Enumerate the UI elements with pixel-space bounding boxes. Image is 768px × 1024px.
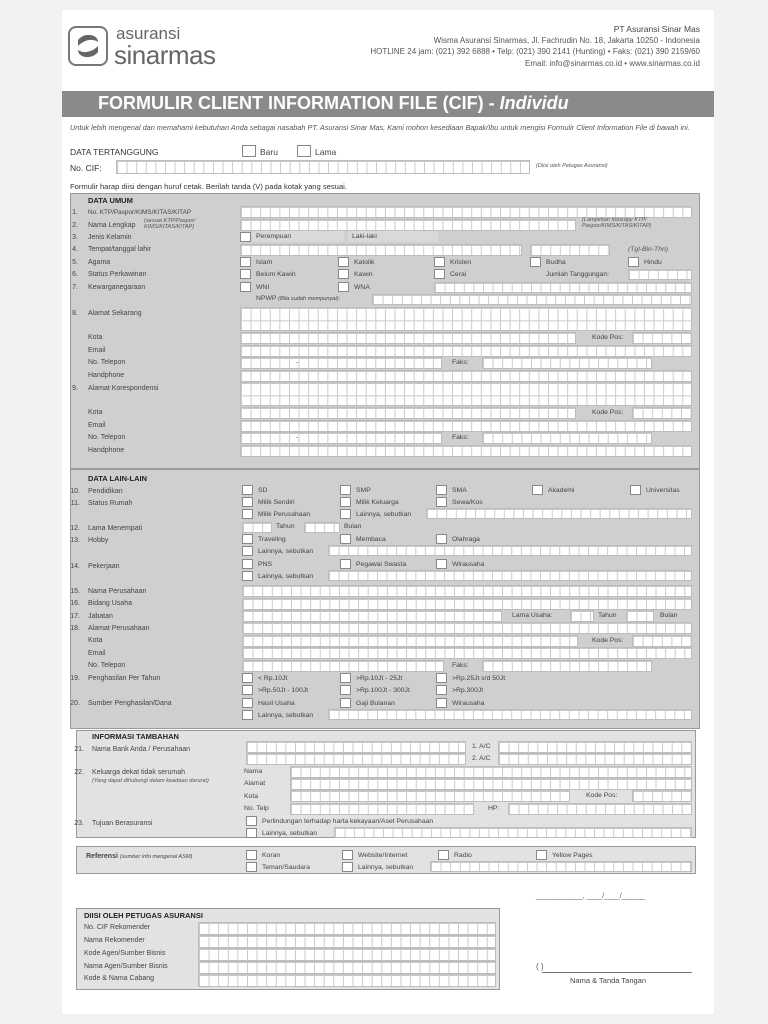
perlindungan-label: Perlindungan terhadap harta kekayaan/Aset Perusahaan [262,818,434,825]
membaca-checkbox[interactable] [340,534,351,544]
penghasilan-1-checkbox[interactable] [242,673,253,683]
referensi-lainnya-label: Lainnya, sebutkan [358,864,414,871]
lama-tahun-label: Tahun [276,523,295,530]
laki-label: Laki-laki [352,233,377,240]
petugas-cabang-field[interactable] [198,974,496,987]
lama-tahun-field[interactable] [242,522,272,533]
ac1-label: 1. A/C [472,743,491,750]
sumber-lainnya-checkbox[interactable] [242,710,253,720]
tgl-lahir-field[interactable] [530,244,610,256]
status-perkawinan-label: Status Perkawinan [88,271,147,278]
email-field[interactable] [240,345,692,357]
referensi-label [86,853,192,860]
npwp-field[interactable] [372,294,692,305]
ac1-field[interactable] [498,741,692,753]
faks2-field[interactable] [482,432,652,444]
row-number: 23. [74,820,84,827]
form-title-main: FORMULIR CLIENT INFORMATION FILE (CIF) - [98,93,500,113]
ttl-note: (Tgl-Bln-Thn) [628,246,669,253]
akademi-checkbox[interactable] [532,485,543,495]
row-number: 13. [70,537,80,544]
membaca-label: Membaca [356,536,386,543]
teman-label: Teman/Saudara [262,864,310,871]
kristen-checkbox[interactable] [434,257,445,267]
olahraga-checkbox[interactable] [436,534,447,544]
no-telepon-label: No. Telepon [88,434,126,441]
faks3-field[interactable] [482,660,652,672]
row-number: 5. [72,259,78,266]
faks-label: Faks: [452,359,469,366]
data-lain-title: DATA LAIN-LAIN [88,474,148,483]
milik-perusahaan-checkbox[interactable] [242,509,253,519]
smp-checkbox[interactable] [340,485,351,495]
lama-label: Lama [315,147,337,157]
wni-label: WNI [256,284,270,291]
tujuan-lainnya-field[interactable] [334,827,692,838]
alamat-korespondensi-field[interactable] [240,382,692,406]
nama-perusahaan-label: Nama Perusahaan [88,588,147,595]
sewa-checkbox[interactable] [436,497,447,507]
ttl-label: Tempat/tanggal lahir [88,246,152,253]
penghasilan-5-label: >Rp.100Jt - 300Jt [356,687,410,694]
row-number: 4. [72,246,78,253]
keluarga-note: (Yang dapat dihubungi dalam keadaan darurat) [92,778,209,784]
alamat-sekarang-field[interactable] [240,307,692,331]
petugas-cabang-label: Kode & Nama Cabang [84,975,155,982]
wirausaha-checkbox[interactable] [436,559,447,569]
nama-lengkap-label: Nama Lengkap [88,222,136,229]
lama-usaha-tahun-label: Tahun [598,612,617,619]
alamat-perusahaan-field[interactable] [242,622,692,634]
cif-number-field[interactable] [116,160,530,174]
kodepos2-label: Kode Pos: [592,409,624,416]
baru-checkbox[interactable] [242,145,256,157]
katolik-label: Katolik [354,259,375,266]
form-title [98,93,569,114]
sma-checkbox[interactable] [436,485,447,495]
pekerjaan-lainnya-label: Lainnya, sebutkan [258,573,314,580]
perempuan-checkbox[interactable] [240,232,251,242]
pekerjaan-lainnya-checkbox[interactable] [242,571,253,581]
referensi-note: (sumber info mengenai ASM) [119,854,193,860]
sumber-dana-label: Sumber Penghasilan/Dana [88,700,172,707]
petugas-title: DIISI OLEH PETUGAS ASURANSI [84,911,203,920]
wirausaha-label: Wirausaha [452,561,485,568]
kel-nama-field[interactable] [290,766,692,778]
kel-hp-field[interactable] [508,803,692,815]
sumber-lainnya-field[interactable] [328,709,692,720]
telepon-field[interactable] [240,357,442,369]
website-checkbox[interactable] [342,850,353,860]
telepon-perusahaan-label: No. Telepon [88,662,126,669]
penghasilan-label: Penghasilan Per Tahun [88,675,161,682]
row-number: 1. [72,209,78,216]
referensi-text: Referensi [86,853,118,860]
row-number: 14. [70,563,80,570]
lama-usaha-bulan-label: Bulan [660,612,678,619]
milik-keluarga-checkbox[interactable] [340,497,351,507]
ac2-label: 2. A/C [472,755,491,762]
lama-bulan-field[interactable] [304,522,340,533]
kota-perusahaan-label: Kota [88,637,103,644]
wni-checkbox[interactable] [240,282,251,292]
cerai-label: Cerai [450,271,467,278]
referensi-lainnya-checkbox[interactable] [342,862,353,872]
row-number: 9. [72,385,78,392]
telepon2-field[interactable] [240,432,442,444]
hobby-label: Hobby [88,537,109,544]
penghasilan-2-label: >Rp.10Jt - 25Jt [356,675,403,682]
kel-telp-field[interactable] [290,803,474,815]
penghasilan-3-label: >Rp.25Jt s/d 50Jt [452,675,506,682]
hindu-checkbox[interactable] [628,257,639,267]
bank2-field[interactable] [246,753,466,765]
email-perusahaan-field[interactable] [242,647,692,659]
pekerjaan-label: Pekerjaan [88,563,120,570]
cerai-checkbox[interactable] [434,269,445,279]
lama-usaha-label: Lama Usaha: [512,612,553,619]
kel-alamat-field[interactable] [290,778,692,790]
universitas-label: Universitas [646,487,680,494]
row-number: 7. [72,284,78,291]
alamat-perusahaan-label: Alamat Perusahaan [88,625,150,632]
penghasilan-2-checkbox[interactable] [340,673,351,683]
gaji-checkbox[interactable] [340,698,351,708]
status-rumah-label: Status Rumah [88,500,133,507]
sinarmas-logo-icon [68,26,108,66]
jumlah-tanggungan-field[interactable] [628,269,692,280]
row-number: 18. [70,625,80,632]
ktp-label: No. KTP/Paspor/KIMS/KITAS/KITAP [88,209,192,216]
milik-keluarga-label: Milik Keluarga [356,499,399,506]
alamat-korespondensi-label: Alamat Korespondensi [88,385,159,392]
bidang-usaha-field[interactable] [242,598,692,610]
islam-label: Islam [256,259,273,266]
penghasilan-6-label: >Rp.300Jt [452,687,484,694]
signature-line[interactable] [542,972,692,973]
petugas-rekomender-label: Nama Rekomender [84,937,145,944]
faks2-label: Faks: [452,434,469,441]
swasta-checkbox[interactable] [340,559,351,569]
yellow-checkbox[interactable] [536,850,547,860]
milik-perusahaan-label: Milik Perusahaan [258,511,311,518]
kel-alamat-label: Alamat [244,780,266,787]
signature-label: Nama & Tanda Tangan [570,976,647,985]
bank-label: Nama Bank Anda / Perusahaan [92,746,191,753]
sma-label: SMA [452,487,467,494]
logo-text-top: asuransi [116,24,181,43]
lama-bulan-label: Bulan [344,523,362,530]
referensi-lainnya-field[interactable] [430,861,692,872]
company-name: PT Asuransi Sinar Mas [613,24,700,34]
kewarganegaraan-label: Kewarganegaraan [88,284,146,291]
jabatan-field[interactable] [242,610,502,622]
telepon2-dash: - [296,434,299,441]
handphone2-field[interactable] [240,445,692,457]
keluarga-label: Keluarga dekat tidak serumah [92,769,185,776]
telepon-perusahaan-field[interactable] [242,660,444,672]
gaji-label: Gaji Bulanan [356,700,395,707]
signature-parens: ( ) [536,962,544,971]
jabatan-label: Jabatan [88,613,113,620]
universitas-checkbox[interactable] [630,485,641,495]
email-web: Email: info@sinarmas.co.id • www.sinarmas.co.id [525,59,700,68]
sd-label: SD [258,487,268,494]
bank1-field[interactable] [246,741,466,753]
row-number: 21. [74,746,84,753]
kota-field[interactable] [240,332,576,344]
rumah-lainnya-checkbox[interactable] [340,509,351,519]
pns-label: PNS [258,561,272,568]
kota-label: Kota [88,409,103,416]
traveling-checkbox[interactable] [242,534,253,544]
nama-lengkap-note: (sesuai KTP/Paspor/ KIMS/KITAS/KITAP) [144,218,196,230]
kristen-label: Kristen [450,259,472,266]
budha-checkbox[interactable] [530,257,541,267]
sd-checkbox[interactable] [242,485,253,495]
row-number: 8. [72,310,78,317]
handphone-field[interactable] [240,370,692,382]
bidang-usaha-label: Bidang Usaha [88,600,132,607]
row-number: 15. [70,588,80,595]
belum-kawin-label: Belum Kawin [256,271,296,278]
nama-lengkap-field[interactable] [240,219,576,231]
belum-kawin-checkbox[interactable] [240,269,251,279]
koran-label: Koran [262,852,281,859]
kel-kodepos-field[interactable] [632,790,692,802]
row-number: 3. [72,234,78,241]
baru-label: Baru [260,147,278,157]
wna-label: WNA [354,284,370,291]
npwp-text: NPWP [256,295,277,302]
kodepos3-field[interactable] [632,635,692,647]
row-number: 2. [72,222,78,229]
sumber-lainnya-label: Lainnya, sebutkan [258,712,314,719]
wirausaha2-checkbox[interactable] [436,698,447,708]
petugas-nama-agen-label: Nama Agen/Sumber Bisnis [84,963,168,970]
cif-note: (Diisi oleh Petugas Asuransi) [536,163,608,169]
swasta-label: Pegawai Swasta [356,561,407,568]
islam-checkbox[interactable] [240,257,251,267]
agama-label: Agama [88,259,111,266]
email-label: Email [88,422,106,429]
jenis-kelamin-label: Jenis Kelamin [88,234,132,241]
penghasilan-4-checkbox[interactable] [242,685,253,695]
rumah-lainnya-field[interactable] [426,508,692,519]
pendidikan-label: Pendidikan [88,488,123,495]
row-number: 10. [70,488,80,495]
faks-field[interactable] [482,357,652,369]
wirausaha2-label: Wirausaha [452,700,485,707]
intro-text: Untuk lebih mengenal dan memahami kebutuhan Anda sebagai nasabah PT. Asuransi Sinar Mas, Kami mohon kesediaan Bapak/Ibu untuk mengisi Formulir Client Information File di bawah ini. [70,123,690,132]
website-label: Website/Internet [358,852,408,859]
email-label: Email [88,347,106,354]
penghasilan-5-checkbox[interactable] [340,685,351,695]
perempuan-label: Perempuan [256,233,292,240]
petugas-kode-agen-label: Kode Agen/Sumber Bisnis [84,950,166,957]
cif-label: No. CIF: [70,163,102,173]
telepon-dash: - [296,359,299,366]
email2-field[interactable] [240,420,692,432]
penghasilan-3-checkbox[interactable] [436,673,447,683]
ac2-field[interactable] [498,753,692,765]
petugas-rekomender-field[interactable] [198,935,496,948]
smp-label: SMP [356,487,371,494]
tujuan-lainnya-label: Lainnya, sebutkan [262,830,318,837]
kota-label: Kota [88,334,103,341]
budha-label: Budha [546,259,566,266]
tempat-lahir-field[interactable] [240,244,522,256]
row-number: 6. [72,271,78,278]
kota-perusahaan-field[interactable] [242,635,578,647]
kawin-label: Kawin [354,271,373,278]
hindu-label: Hindu [644,259,662,266]
yellow-label: Yellow Pages [552,852,593,859]
penghasilan-6-checkbox[interactable] [436,685,447,695]
row-number: 16. [70,600,80,607]
petugas-cif-label: No. CIF Rekomender [84,924,151,931]
petugas-kode-agen-field[interactable] [198,948,496,961]
hotline: HOTLINE 24 jam: (021) 392 6888 • Telp: (021) 390 2141 (Hunting) • Faks: (021) 390 2159/60 [370,47,700,56]
no-telepon-label: No. Telepon [88,359,126,366]
company-address: Wisma Asuransi Sinarmas, Jl. Fachrudin No. 18, Jakarta 10250 - Indonesia [433,36,700,45]
kodepos-field[interactable] [632,332,692,344]
milik-sendiri-checkbox[interactable] [242,497,253,507]
nationality-field[interactable] [434,282,692,293]
petugas-nama-agen-field[interactable] [198,961,496,974]
kodepos-label: Kode Pos: [592,334,624,341]
hobby-lainnya-label: Lainnya, sebutkan [258,548,314,555]
kel-telp-label: No. Telp [244,805,269,812]
lama-usaha-tahun-field[interactable] [570,610,594,622]
lama-usaha-bulan-field[interactable] [626,610,654,622]
lampiran-note: (Lampirkan fotocopy KTP/ Paspor/KIMS/KITAS/KITAP) [582,217,652,229]
row-number: 20. [70,700,80,707]
email-perusahaan-label: Email [88,650,106,657]
row-number: 19. [70,675,80,682]
hobby-lainnya-checkbox[interactable] [242,546,253,556]
form-title-suffix: Individu [499,93,569,113]
traveling-label: Traveling [258,536,286,543]
lama-checkbox[interactable] [297,145,311,157]
katolik-checkbox[interactable] [338,257,349,267]
kodepos3-label: Kode Pos: [592,637,624,644]
perlindungan-checkbox[interactable] [246,816,257,826]
kawin-checkbox[interactable] [338,269,349,279]
akademi-label: Akademi [548,487,575,494]
olahraga-label: Olahraga [452,536,480,543]
kota2-field[interactable] [240,407,576,419]
koran-checkbox[interactable] [246,850,257,860]
penghasilan-4-label: >Rp.50Jt - 100Jt [258,687,309,694]
radio-checkbox[interactable] [438,850,449,860]
radio-label: Radio [454,852,472,859]
kel-hp-label: HP: [488,805,500,812]
kel-kota-label: Kota [244,793,258,800]
row-number: 22. [74,769,84,776]
kel-nama-label: Nama [244,768,263,775]
informasi-tambahan-title: INFORMASI TAMBAHAN [92,732,179,741]
handphone-label: Handphone [88,447,125,454]
signature-date: ____________, ____/____/______ [536,893,645,900]
petugas-cif-field[interactable] [198,922,496,935]
faks3-label: Faks: [452,662,469,669]
hasil-usaha-label: Hasil Usaha [258,700,295,707]
alamat-sekarang-label: Alamat Sekarang [88,310,142,317]
pns-checkbox[interactable] [242,559,253,569]
sewa-label: Sewa/Kos [452,499,483,506]
rumah-lainnya-label: Lainnya, sebutkan [356,511,412,518]
lama-menempati-label: Lama Menempati [88,525,143,532]
penghasilan-1-label: < Rp.10Jt [258,675,288,682]
teman-checkbox[interactable] [246,862,257,872]
npwp-label [256,295,340,302]
nama-perusahaan-field[interactable] [242,585,692,597]
row-number: 11. [70,500,80,507]
milik-sendiri-label: Milik Sendiri [258,499,295,506]
kel-kota-field[interactable] [290,790,570,802]
wna-checkbox[interactable] [338,282,349,292]
hobby-lainnya-field[interactable] [328,545,692,556]
handphone-label: Handphone [88,372,125,379]
hasil-usaha-checkbox[interactable] [242,698,253,708]
data-tertanggung-label: DATA TERTANGGUNG [70,147,159,157]
instruction: Formulir harap diisi dengan huruf cetak. Berilah tanda (V) pada kotak yang sesuai. [70,182,347,191]
jumlah-tanggungan-label: Jumlah Tanggungan: [546,271,609,278]
row-number: 12. [70,525,80,532]
pekerjaan-lainnya-field[interactable] [328,570,692,581]
row-number: 17. [70,613,80,620]
kel-kodepos-label: Kode Pos: [586,792,618,799]
npwp-note: (Bila sudah mempunyai): [278,296,341,302]
cif-form-page [62,10,714,1014]
tujuan-lainnya-checkbox[interactable] [246,828,257,838]
logo-text-bottom: sinarmas [114,40,216,70]
tujuan-label: Tujuan Berasuransi [92,820,153,827]
kodepos2-field[interactable] [632,407,692,419]
data-umum-title: DATA UMUM [88,196,133,205]
